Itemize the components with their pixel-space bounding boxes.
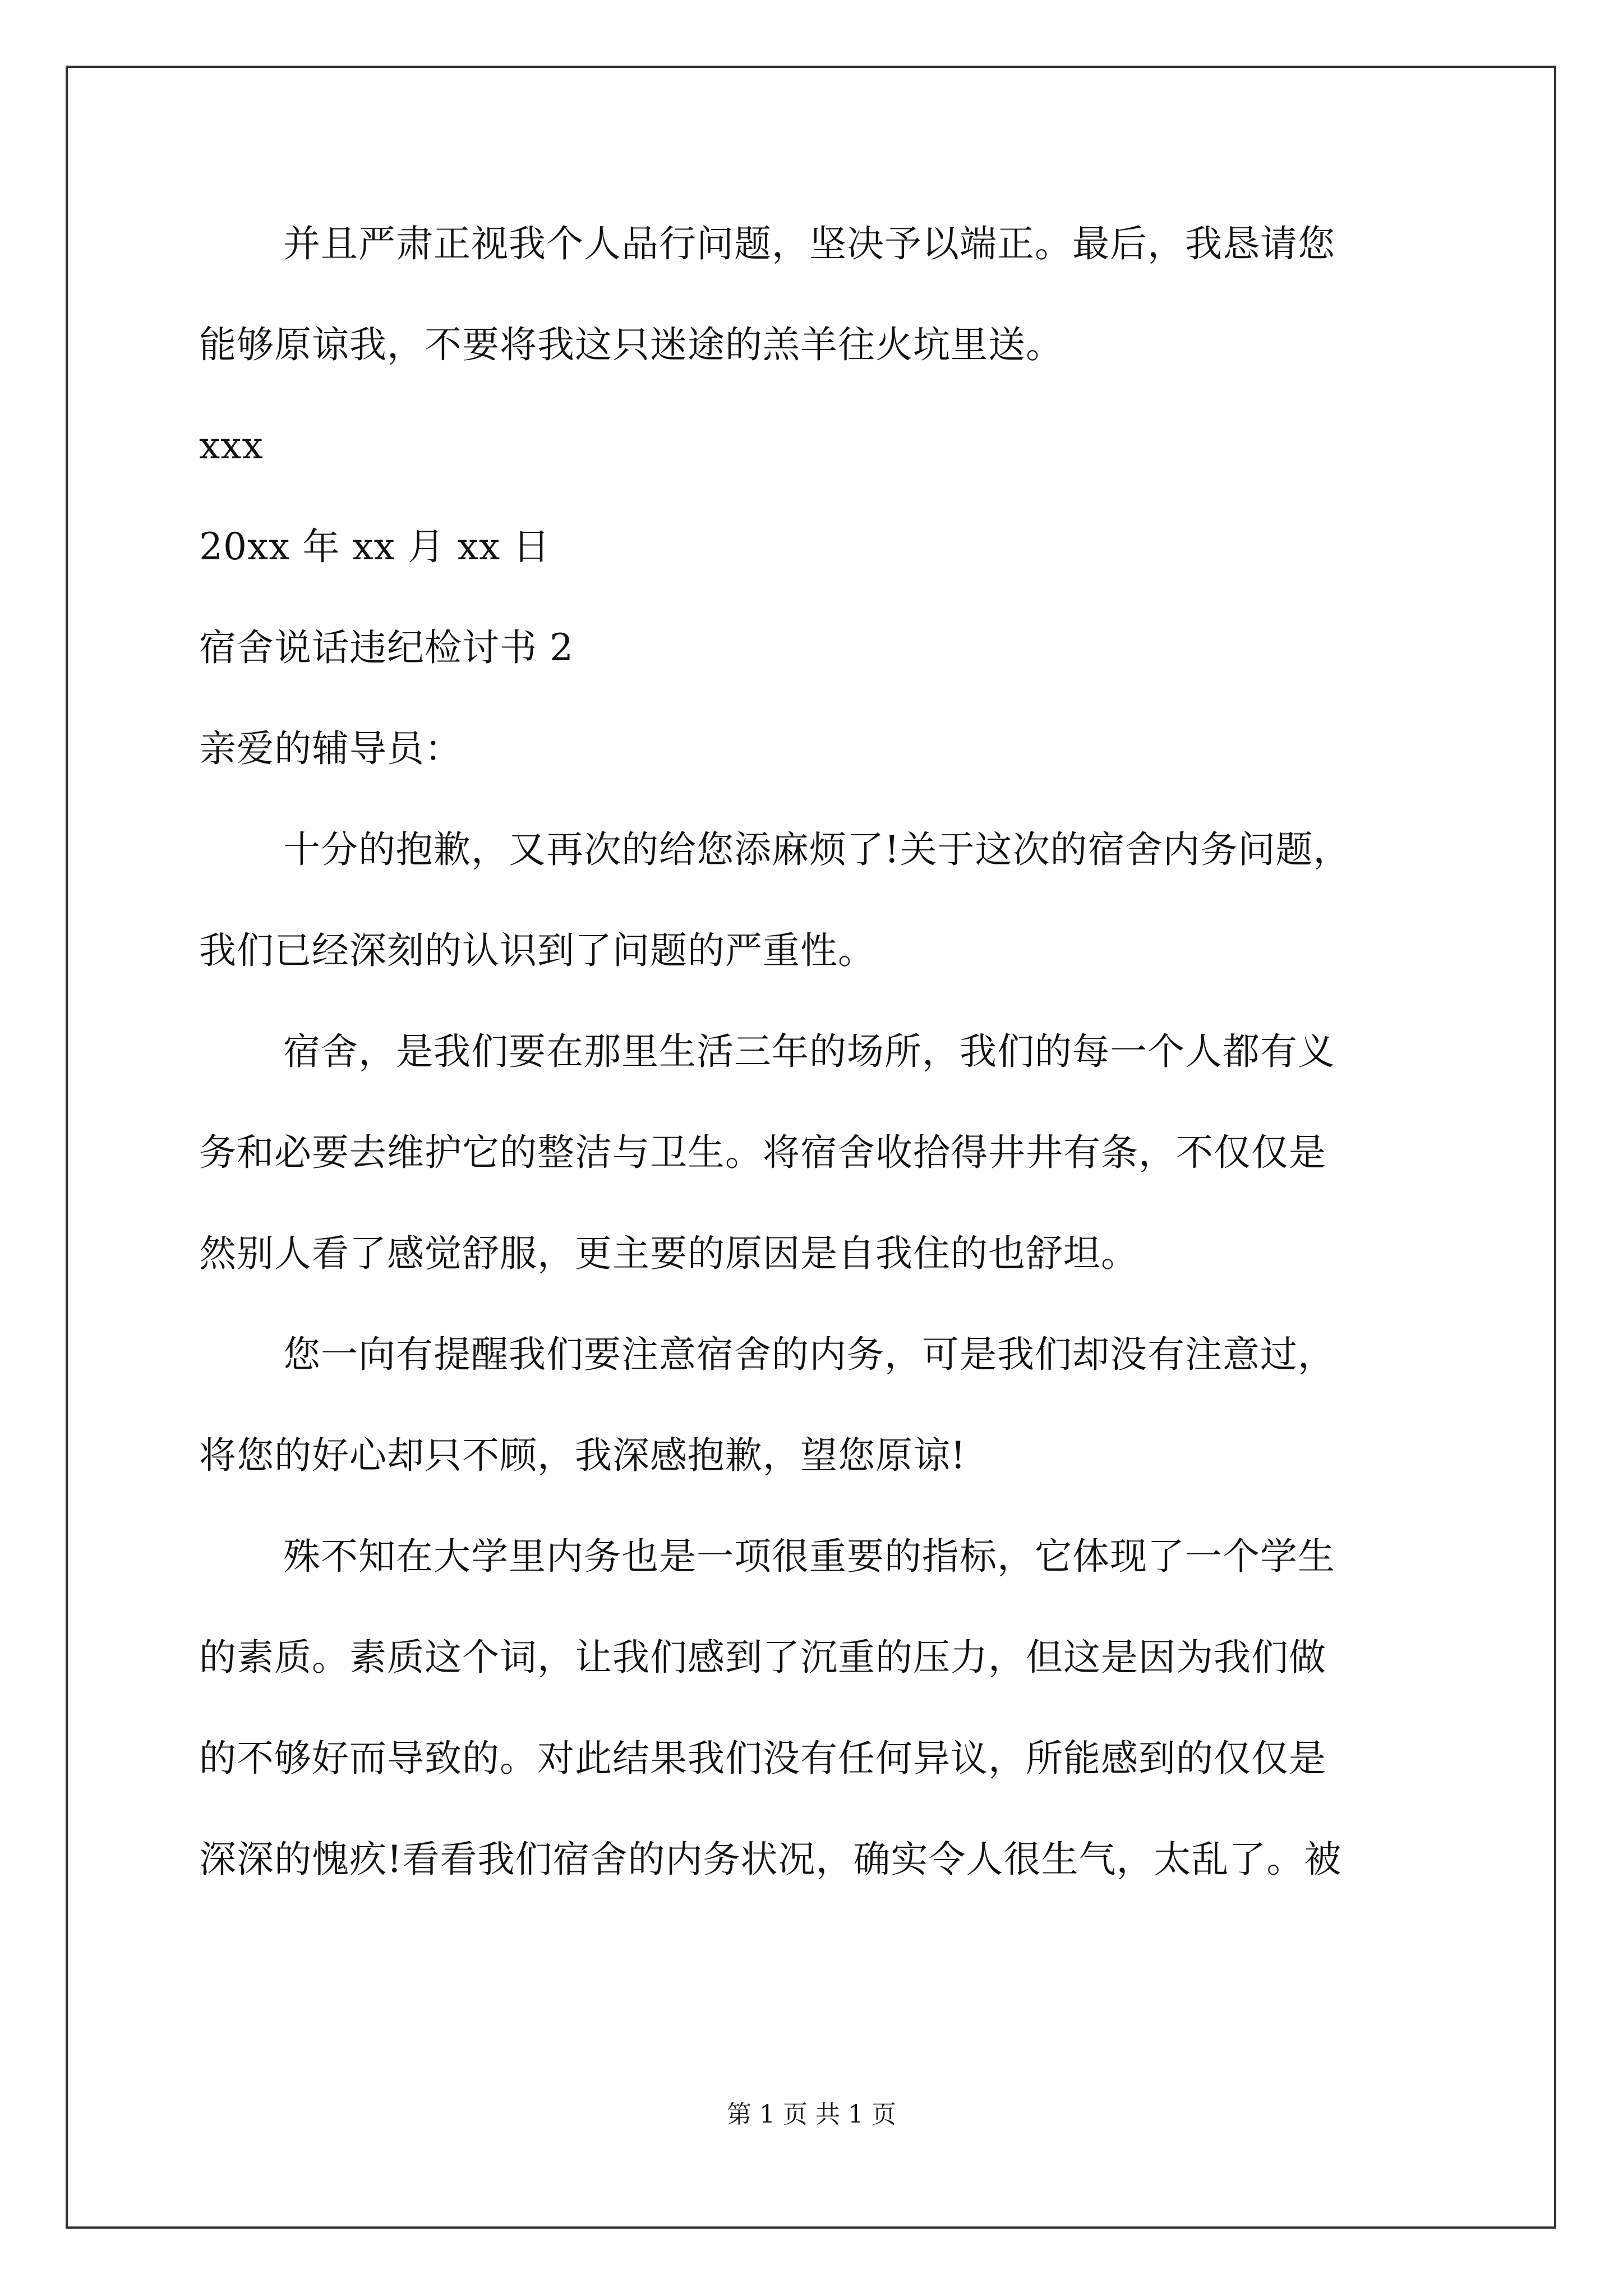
signature-name: xxx <box>199 424 264 467</box>
signature-date: 20xx 年 xx 月 xx 日 <box>199 525 551 568</box>
paragraph-line: 并且严肃正视我个人品行问题，坚决予以端正。最后，我恳请您 <box>283 222 1335 265</box>
page-footer: 第 1 页 共 1 页 <box>727 2100 896 2129</box>
paragraph-line: 殊不知在大学里内务也是一项很重要的指标，它体现了一个学生 <box>283 1535 1335 1578</box>
paragraph-line: 十分的抱歉，又再次的给您添麻烦了!关于这次的宿舍内务问题， <box>283 828 1351 871</box>
paragraph-line: 我们已经深刻的认识到了问题的严重性。 <box>199 929 875 972</box>
paragraph-line: 深深的愧疚!看看我们宿舍的内务状况，确实令人很生气，太乱了。被 <box>199 1838 1342 1881</box>
salutation: 亲爱的辅导员： <box>199 727 462 770</box>
paragraph-line: 宿舍，是我们要在那里生活三年的场所，我们的每一个人都有义 <box>283 1030 1335 1073</box>
paragraph-line: 的素质。素质这个词，让我们感到了沉重的压力，但这是因为我们做 <box>199 1636 1326 1679</box>
paragraph-line: 您一向有提醒我们要注意宿舍的内务，可是我们却没有注意过， <box>283 1333 1335 1376</box>
section-title: 宿舍说话违纪检讨书 2 <box>199 626 574 669</box>
paragraph-line: 然别人看了感觉舒服，更主要的原因是自我住的也舒坦。 <box>199 1232 1138 1275</box>
paragraph-line: 能够原谅我，不要将我这只迷途的羔羊往火坑里送。 <box>199 323 1063 366</box>
paragraph-line: 务和必要去维护它的整洁与卫生。将宿舍收拾得井井有条，不仅仅是 <box>199 1131 1326 1174</box>
paragraph-line: 的不够好而导致的。对此结果我们没有任何异议，所能感到的仅仅是 <box>199 1737 1326 1780</box>
paragraph-line: 将您的好心却只不顾，我深感抱歉，望您原谅! <box>199 1434 966 1477</box>
